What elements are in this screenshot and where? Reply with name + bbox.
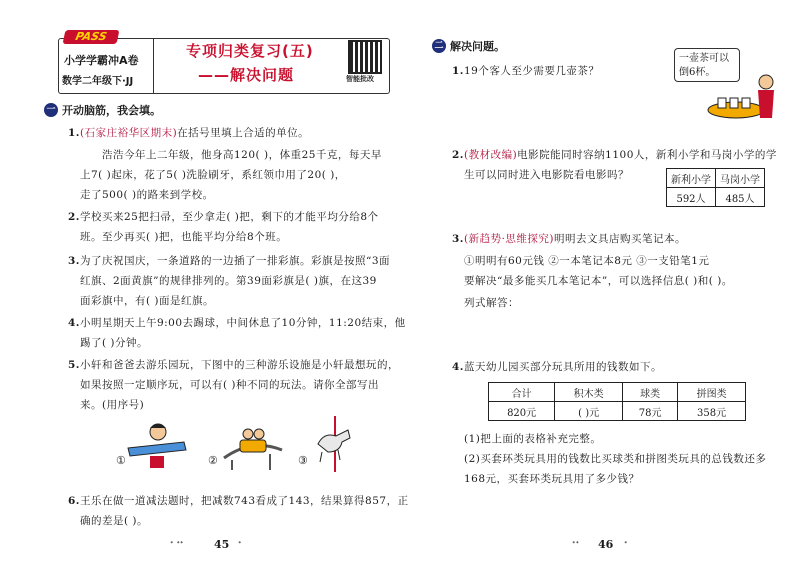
grade-label: 数学二年级下·JJ	[62, 76, 134, 87]
q1-prompt	[68, 126, 309, 140]
section-2-heading	[432, 38, 505, 54]
q6-line2: 确的差是( )。	[80, 515, 149, 527]
pass-logo: PASS	[63, 30, 120, 44]
q5-line3: 来。(用序号)	[80, 399, 145, 411]
question-text: 学校买来25把扫帚，至少拿走( )把，剩下的才能平均分给8个	[79, 211, 379, 223]
q4-sub2-line2: 168元，买套环类玩具用了多少钱？	[464, 473, 640, 485]
table-cell: ( )元	[555, 402, 623, 421]
table-header: 马岗小学	[716, 169, 765, 188]
question-number: 1.	[452, 65, 464, 77]
q2-line2: 班。至少再买( )把，也能平均分给8个班。	[80, 231, 288, 243]
question-number: 4.	[452, 361, 464, 373]
section-number: 二	[432, 39, 446, 53]
question-number: 3.	[68, 255, 80, 267]
q2-line1	[68, 210, 379, 224]
table-header: 拼图类	[678, 383, 746, 402]
table-header: 积木类	[555, 383, 623, 402]
q4-line1	[68, 316, 406, 330]
table-header: 新利小学	[667, 169, 716, 188]
footer-decoration: ᐩᐩ	[572, 540, 580, 550]
table-header: 球类	[623, 383, 678, 402]
page-number: 46	[598, 538, 614, 551]
q3-line1	[452, 232, 686, 246]
header-divider	[153, 39, 154, 93]
q2-line2: 生可以同时进入电影院看电影吗？	[464, 169, 629, 181]
q1-line	[452, 64, 599, 78]
q6-line1	[68, 494, 409, 508]
table-cell: 592人	[667, 188, 716, 207]
section-number: 一	[44, 103, 58, 117]
table-cell: 485人	[716, 188, 765, 207]
q1-line2: 上7( )起床，花了5( )洗脸刷牙，系红领巾用了20( )，	[80, 169, 346, 181]
question-number: 6.	[68, 495, 80, 507]
page-number: 45	[214, 538, 230, 551]
school-table	[666, 168, 765, 207]
q4-line2: 踢了( )分钟。	[80, 337, 149, 349]
q3-line2: ①明明有60元钱 ②一本笔记本8元 ③一支铅笔1元	[464, 255, 710, 267]
section-title: 开动脑筋，我会填。	[62, 104, 161, 117]
q3-line2: 红旗、2面黄旗”的规律排列的。第39面彩旗是( )旗，在这39	[80, 275, 377, 287]
q2-line1	[452, 148, 777, 162]
airplane-ride-icon	[124, 418, 190, 470]
question-text: 王乐在做一道减法题时，把减数743看成了143，结果算得857，正	[79, 495, 409, 507]
q1-line3: 走了500( )的路来到学校。	[80, 189, 214, 201]
question-text: 在括号里填上合适的单位。	[177, 127, 310, 139]
question-text: 19个客人至少需要几壶茶？	[463, 65, 600, 77]
q1-line1: 浩浩今年上二年级，他身高120( )，体重25千克，每天早	[102, 149, 382, 161]
question-text: 明明去文具店购买笔记本。	[554, 233, 686, 245]
speech-bubble: 一壶茶可以倒6杯。	[674, 48, 740, 82]
question-text: 电影院能同时容纳1100人，新利小学和马岗小学的学	[517, 149, 777, 161]
question-number: 1.	[68, 127, 80, 139]
table-header: 合计	[489, 383, 555, 402]
page-subtitle: ——解决问题	[198, 66, 295, 84]
question-number: 4.	[68, 317, 80, 329]
question-number: 2.	[68, 211, 80, 223]
q4-line	[452, 360, 662, 374]
option-label: ③	[298, 454, 308, 467]
qr-label: 智能批改	[346, 75, 374, 83]
q4-sub2-line1: (2)买套环类玩具用的钱数比买球类和拼图类玩具的总钱数还多	[464, 453, 767, 465]
q5-line2: 如果按照一定顺序玩，可以有( )种不同的玩法。请你全部写出	[80, 379, 380, 391]
question-text: 小明星期天上午9:00去踢球，中间休息了10分钟，11:20结束，他	[79, 317, 406, 329]
q3-line4: 列式解答：	[464, 297, 519, 309]
q4-sub1: (1)把上面的表格补充完整。	[464, 433, 602, 445]
question-number: 5.	[68, 359, 80, 371]
q3-line3: 面彩旗中，有( )面是红旗。	[80, 295, 215, 307]
question-source: (石家庄裕华区期末)	[79, 127, 178, 139]
carousel-horse-icon	[310, 416, 360, 472]
table-cell: 358元	[678, 402, 746, 421]
footer-decoration: ᐩ ᐩᐩ	[170, 540, 184, 550]
series-name: 小学学霸冲A卷	[64, 54, 139, 67]
toy-cost-table	[488, 382, 746, 421]
q5-line1	[68, 358, 399, 372]
option-label: ①	[116, 454, 126, 467]
footer-decoration: ᐩ	[238, 540, 242, 550]
q3-line3: 要解决“最多能买几本笔记本”，可以选择信息( )和( )。	[464, 275, 733, 287]
page-title: 专项归类复习(五)	[186, 42, 314, 60]
question-text: 为了庆祝国庆，一条道路的一边插了一排彩旗。彩旗是按照“3面	[79, 255, 391, 267]
q3-line1	[68, 254, 390, 268]
qr-code-icon	[348, 40, 382, 74]
question-source: (教材改编)	[463, 149, 518, 161]
question-text: 小轩和爸爸去游乐园玩，下图中的三种游乐设施是小轩最想玩的，	[79, 359, 399, 371]
question-text: 蓝天幼儿园买部分玩具所用的钱数如下。	[463, 361, 662, 373]
question-number: 3.	[452, 233, 464, 245]
rollercoaster-icon	[222, 418, 284, 470]
question-number: 2.	[452, 149, 464, 161]
footer-decoration: ᐩ	[624, 540, 628, 550]
option-label: ②	[208, 454, 218, 467]
table-cell: 820元	[489, 402, 555, 421]
section-1-heading	[44, 102, 161, 118]
right-page	[400, 0, 800, 566]
section-title: 解决问题。	[450, 40, 505, 53]
question-source: (新趋势·思维探究)	[463, 233, 554, 245]
table-cell: 78元	[623, 402, 678, 421]
